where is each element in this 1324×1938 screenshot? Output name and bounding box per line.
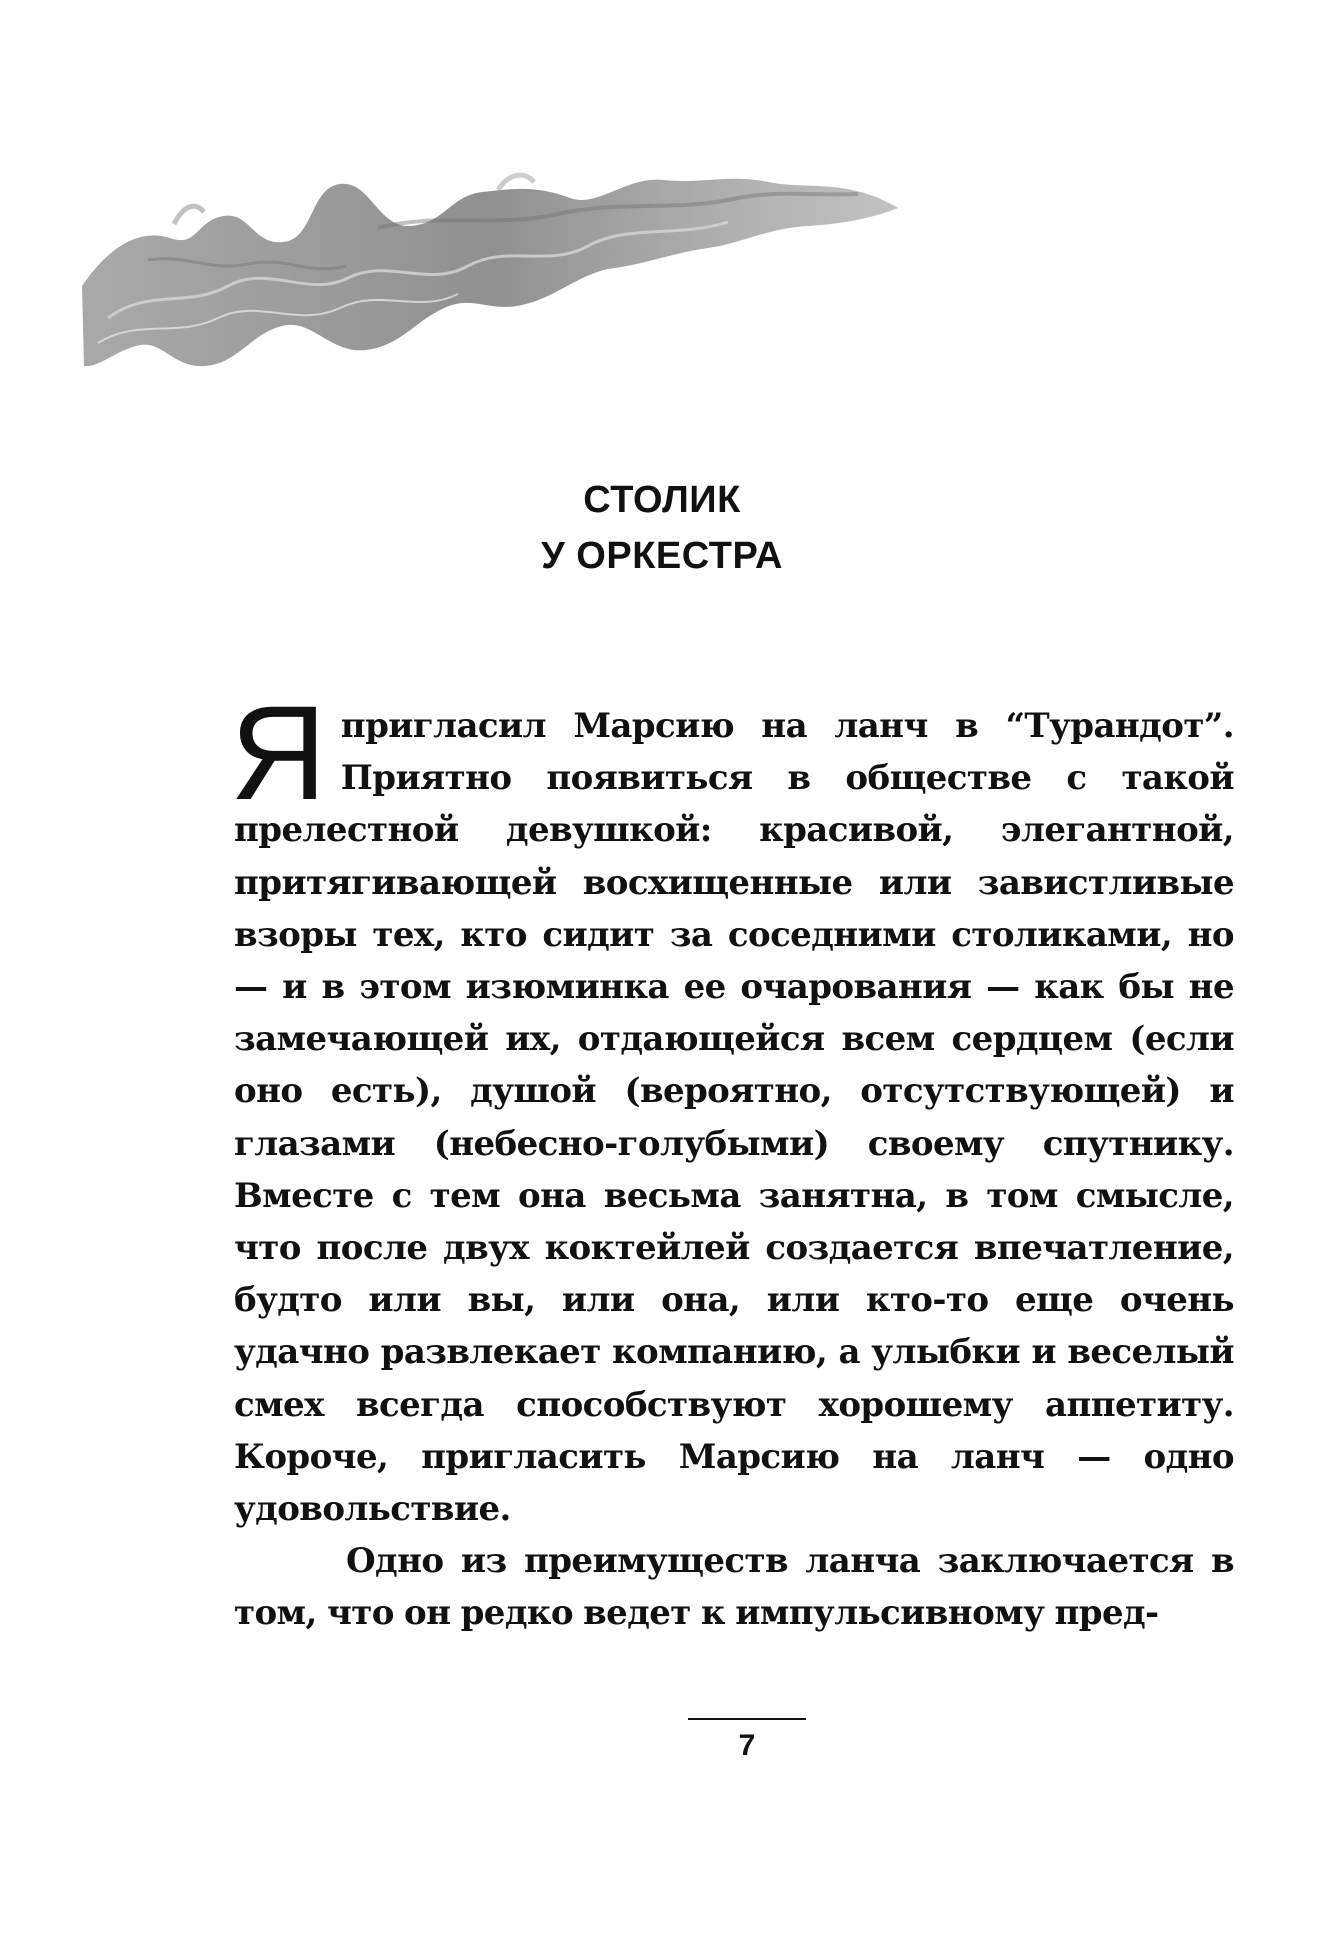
paragraph-1-text: пригласил Марсию на ланч в “Турандот”. Приятно появиться в обществе с такой прелестной девушкой: красивой, элегантной, притягивающей восхищенные или завистливые взоры тех, кто сидит за соседними столиками, но — и в этом изюминка ее очарования — как бы не замечающей их, отдающейся всем сердцем (если оно есть), душой (вероятно, отсутствующей) и глазами (небесно-голубыми) своему спутнику. Вместе с тем она весьма занятна, в том смысле, что после двух коктейлей создается впечатление, будто или вы, или она, или кто-то еще очень удачно развлекает компанию, а улыбки и веселый смех всегда способствуют хорошему аппетиту. Короче, пригласить Марсию на ланч — одно удовольствие. bbox=[234, 706, 1234, 1530]
brush-stroke-ornament bbox=[78, 168, 918, 378]
brush-stroke-main bbox=[82, 179, 898, 366]
chapter-title-line-1: СТОЛИК bbox=[583, 479, 741, 521]
paragraph-2: Одно из преимуществ ланча заключается в том, что он редко ведет к импульсивному пред- bbox=[234, 1541, 1234, 1634]
chapter-title bbox=[0, 472, 1324, 584]
paragraph-1 bbox=[230, 679, 1234, 1535]
chapter-title-line-2: У ОРКЕСТРА bbox=[541, 535, 783, 577]
page-number-rule bbox=[688, 1718, 806, 1720]
drop-cap: Я bbox=[230, 679, 327, 828]
page-number: 7 bbox=[738, 1729, 756, 1762]
chapter-body bbox=[230, 679, 1234, 1640]
